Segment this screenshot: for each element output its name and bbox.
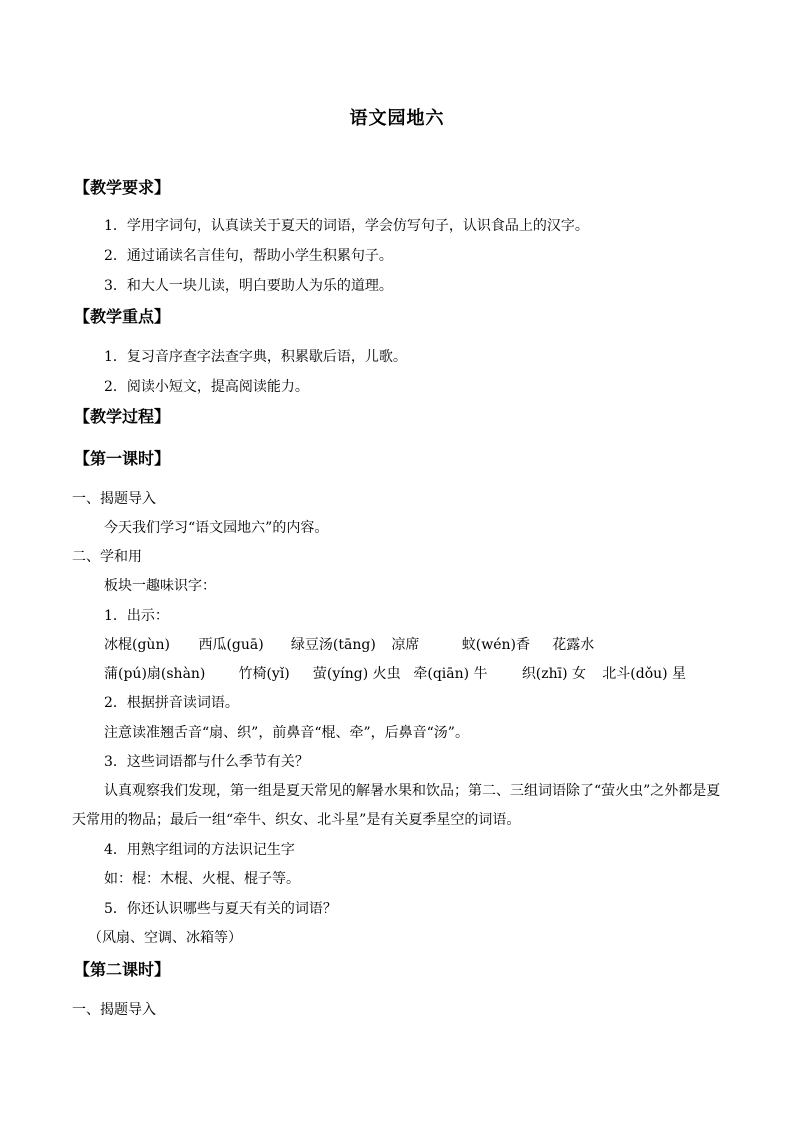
requirement-3: 3．和大人一块儿读，明白要助人为乐的道理。: [104, 278, 393, 294]
section-2-title: 二、学和用: [72, 549, 142, 565]
vocab-word: 萤(yíng) 火虫: [312, 666, 401, 682]
step-5-answer: （风扇、空调、冰箱等）: [88, 930, 242, 946]
key-point-1: 1．复习音序查字法查字典，积累歇后语，儿歌。: [104, 349, 407, 365]
vocab-word: 蚊(wén)香: [461, 637, 531, 653]
step-4: 4．用熟字组词的方法识记生字: [104, 842, 295, 858]
step-2-note: 注意读准翘舌音“扇、织”，前鼻音“棍、牵”，后鼻音“汤”。: [104, 725, 469, 741]
heading-lesson-2: 【第二课时】: [74, 960, 171, 979]
vocab-row-1: [104, 635, 594, 655]
vocab-word: 冰棍(gùn): [104, 637, 170, 653]
heading-lesson-1: 【第一课时】: [74, 449, 171, 468]
vocab-row-2: [104, 664, 686, 684]
vocab-word: 织(zhī) 女: [521, 666, 587, 682]
step-3: 3．这些词语都与什么季节有关？: [104, 754, 309, 770]
vocab-word: 凉席: [391, 637, 420, 653]
vocab-word: 牵(qiān) 牛: [413, 666, 488, 682]
key-point-2: 2．阅读小短文，提高阅读能力。: [104, 379, 309, 395]
vocab-word: 蒲(pú)扇(shàn): [104, 666, 206, 682]
heading-teaching-process: 【教学过程】: [74, 407, 171, 426]
lesson-2-section-1-title: 一、揭题导入: [72, 1002, 156, 1018]
requirement-2: 2．通过诵读名言佳句，帮助小学生积累句子。: [104, 248, 393, 264]
vocab-word: 竹椅(yǐ): [238, 666, 290, 682]
requirement-1: 1．学用字词句，认真读关于夏天的词语，学会仿写句子，认识食品上的汉字。: [104, 218, 589, 234]
section-2-block: 板块一趣味识字：: [104, 578, 216, 594]
heading-teaching-key-points: 【教学重点】: [74, 307, 171, 326]
step-4-example: 如：棍：木棍、火棍、棍子等。: [104, 871, 300, 887]
vocab-word: 西瓜(guā): [198, 637, 264, 653]
vocab-word: 花露水: [552, 637, 595, 653]
step-1-show: 1．出示：: [104, 608, 169, 624]
section-1-text: 今天我们学习“语文园地六”的内容。: [104, 520, 329, 536]
step-3-paragraph: 认真观察我们发现，第一组是夏天常见的解暑水果和饮品；第二、三组词语除了“萤火虫”之外都是夏天常用的物品；最后一组“牵牛、织女、北斗星”是有关夏季星空的词语。: [72, 783, 721, 828]
vocab-word: 绿豆汤(tāng): [290, 637, 376, 653]
step-2: 2．根据拼音读词语。: [104, 695, 239, 711]
heading-teaching-requirements: 【教学要求】: [74, 178, 171, 197]
section-1-title: 一、揭题导入: [72, 491, 156, 507]
vocab-word: 北斗(dǒu) 星: [602, 666, 687, 682]
page-title: 语文园地六: [349, 108, 445, 129]
step-5: 5．你还认识哪些与夏天有关的词语？: [104, 901, 337, 917]
